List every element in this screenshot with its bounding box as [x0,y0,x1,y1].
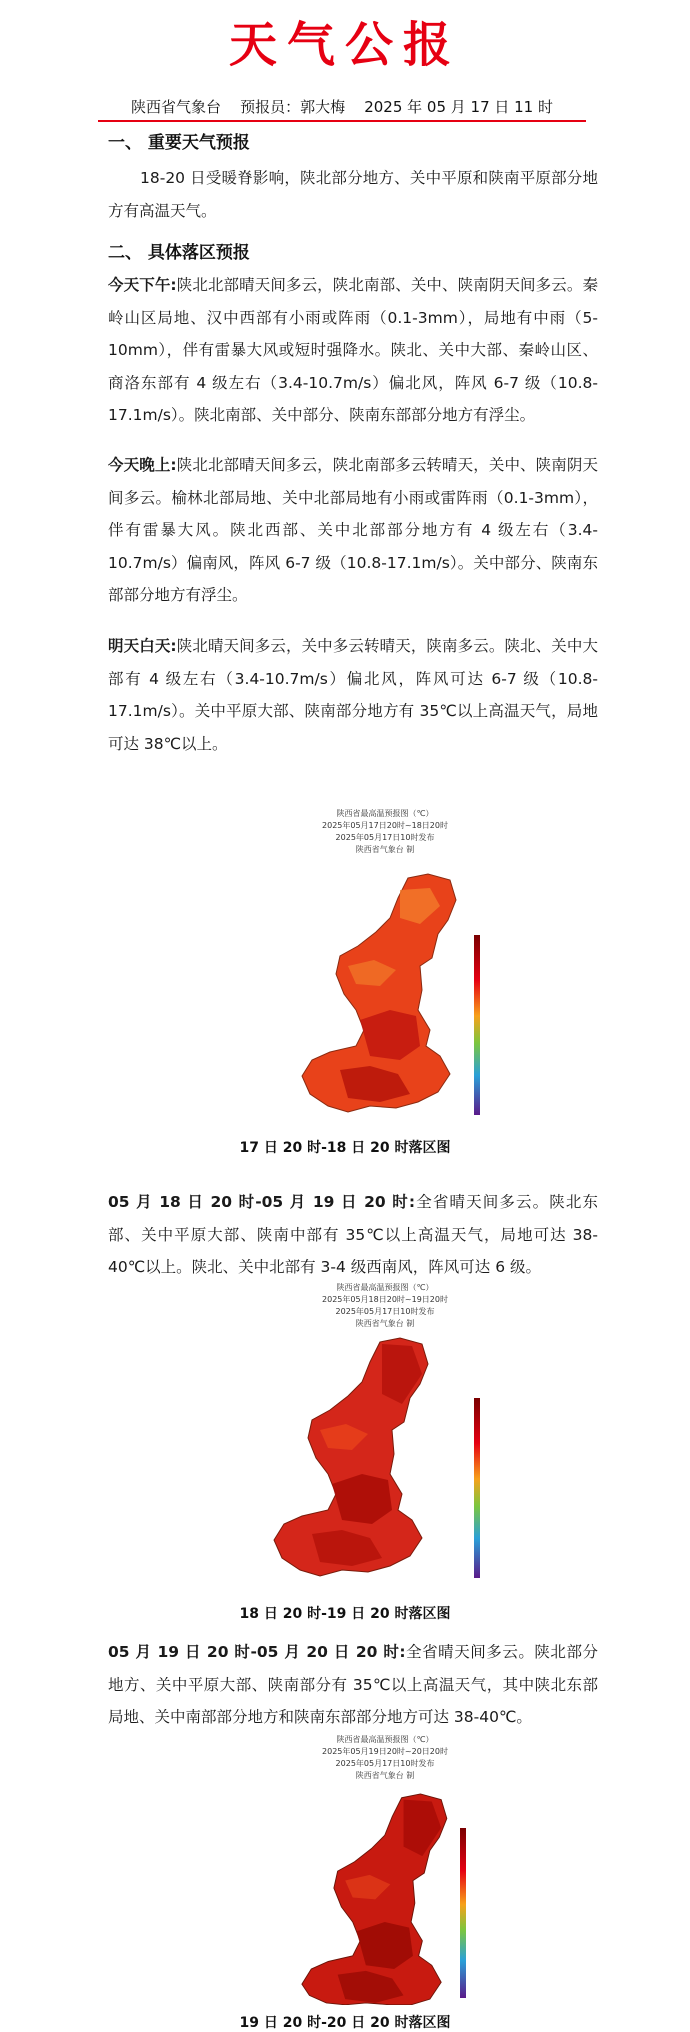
issuer-line [98,96,586,122]
afternoon-text: 陕北北部晴天间多云，陕北南部、关中、陕南阴天间多云。秦岭山区局地、汉中西部有小雨或阵雨（0.1-3mm），局地有中雨（5-10mm），伴有雷暴大风或短时强降水。陕北、关中大部、秦岭山区、商洛东部有 4 级左右（3.4-10.7m/s）偏北风，阵风 6-7 级（10.8-17.1m/s）。陕北南部、关中部分、陕南东部部分地方有浮尘。 [108,276,598,424]
map-maker-1: 陕西省气象台 制 [355,845,415,854]
map-title-3: 陕西省最高温预报图（℃） [336,1735,434,1744]
issue-datetime: 2025 年 05 月 17 日 11 时 [364,98,553,116]
forecaster-name: 预报员：郭大梅 [240,98,346,116]
bulletin-banner [0,0,690,73]
bulletin-title: 天气公报 [228,17,461,73]
temperature-legend-2 [472,1398,496,1578]
map-caption-2: 18 日 20 时-19 日 20 时落区图 [239,1606,451,1622]
tomorrow-label: 明天白天: [108,637,177,655]
period3-label: 05 月 19 日 20 时-05 月 20 日 20 时: [108,1643,406,1661]
night-forecast [108,449,598,612]
section-heading-detailed: 二、 具体落区预报 [108,243,250,263]
map-caption-1: 17 日 20 时-18 日 20 时落区图 [239,1140,451,1156]
afternoon-label: 今天下午: [108,276,177,294]
tomorrow-forecast [108,630,598,760]
period2-text: 全省晴天间多云。陕北东部、关中平原大部、陕南中部有 35℃以上高温天气，局地可达 38-40℃以上。陕北、关中北部有 3-4 级西南风，阵风可达 6 级。 [108,1193,598,1276]
shaanxi-temperature-map-1 [300,870,470,1122]
map-title-1: 陕西省最高温预报图（℃） [336,809,434,818]
period3-forecast [108,1636,598,1734]
important-forecast-text: 18-20 日受暖脊影响，陕北部分地方、关中平原和陕南平原部分地方有高温天气。 [108,169,598,220]
shaanxi-temperature-map-2 [272,1334,442,1586]
map-caption-3: 19 日 20 时-20 日 20 时落区图 [239,2015,451,2031]
map-period-3: 2025年05月19日20时~20日20时 [322,1747,448,1756]
map-maker-3: 陕西省气象台 制 [355,1771,415,1780]
afternoon-forecast [108,269,598,432]
map-issue-1: 2025年05月17日10时发布 [335,833,435,842]
period2-forecast [108,1186,598,1284]
map-title-2: 陕西省最高温预报图（℃） [336,1283,434,1292]
map-period-2: 2025年05月18日20时~19日20时 [322,1295,448,1304]
map-period-1: 2025年05月17日20时~18日20时 [322,821,448,830]
temperature-legend-1 [472,935,496,1115]
forecast-map-figure-2 [265,1282,505,1330]
night-text: 陕北北部晴天间多云，陕北南部多云转晴天，关中、陕南阴天间多云。榆林北部局地、关中北部局地有小雨或雷阵雨（0.1-3mm），伴有雷暴大风。陕北西部、关中北部部分地方有 4 级左右（3.4-10.7m/s）偏南风，阵风 6-7 级（10.8-17.1m/s）。关中部分、陕南东部部分地方有浮尘。 [108,456,598,604]
shaanxi-temperature-map-3 [300,1790,460,2005]
forecast-map-figure-1 [265,808,505,856]
map-issue-2: 2025年05月17日10时发布 [335,1307,435,1316]
period3-text: 全省晴天间多云。陕北部分地方、关中平原大部、陕南部分有 35℃以上高温天气，其中陕北东部局地、关中南部部分地方和陕南东部部分地方可达 38-40℃。 [108,1643,598,1726]
period2-label: 05 月 18 日 20 时-05 月 19 日 20 时: [108,1193,416,1211]
section-heading-important: 一、 重要天气预报 [108,133,250,153]
map-maker-2: 陕西省气象台 制 [355,1319,415,1328]
agency-name: 陕西省气象台 [131,98,222,116]
forecast-map-figure-3 [265,1734,505,1782]
temperature-legend-3 [458,1828,482,1998]
night-label: 今天晚上: [108,456,177,474]
tomorrow-text: 陕北晴天间多云，关中多云转晴天，陕南多云。陕北、关中大部有 4 级左右（3.4-10.7m/s）偏北风，阵风可达 6-7 级（10.8-17.1m/s）。关中平原大部、陕南部分地方有 35℃以上高温天气，局地可达 38℃以上。 [108,637,598,753]
map-issue-3: 2025年05月17日10时发布 [335,1759,435,1768]
